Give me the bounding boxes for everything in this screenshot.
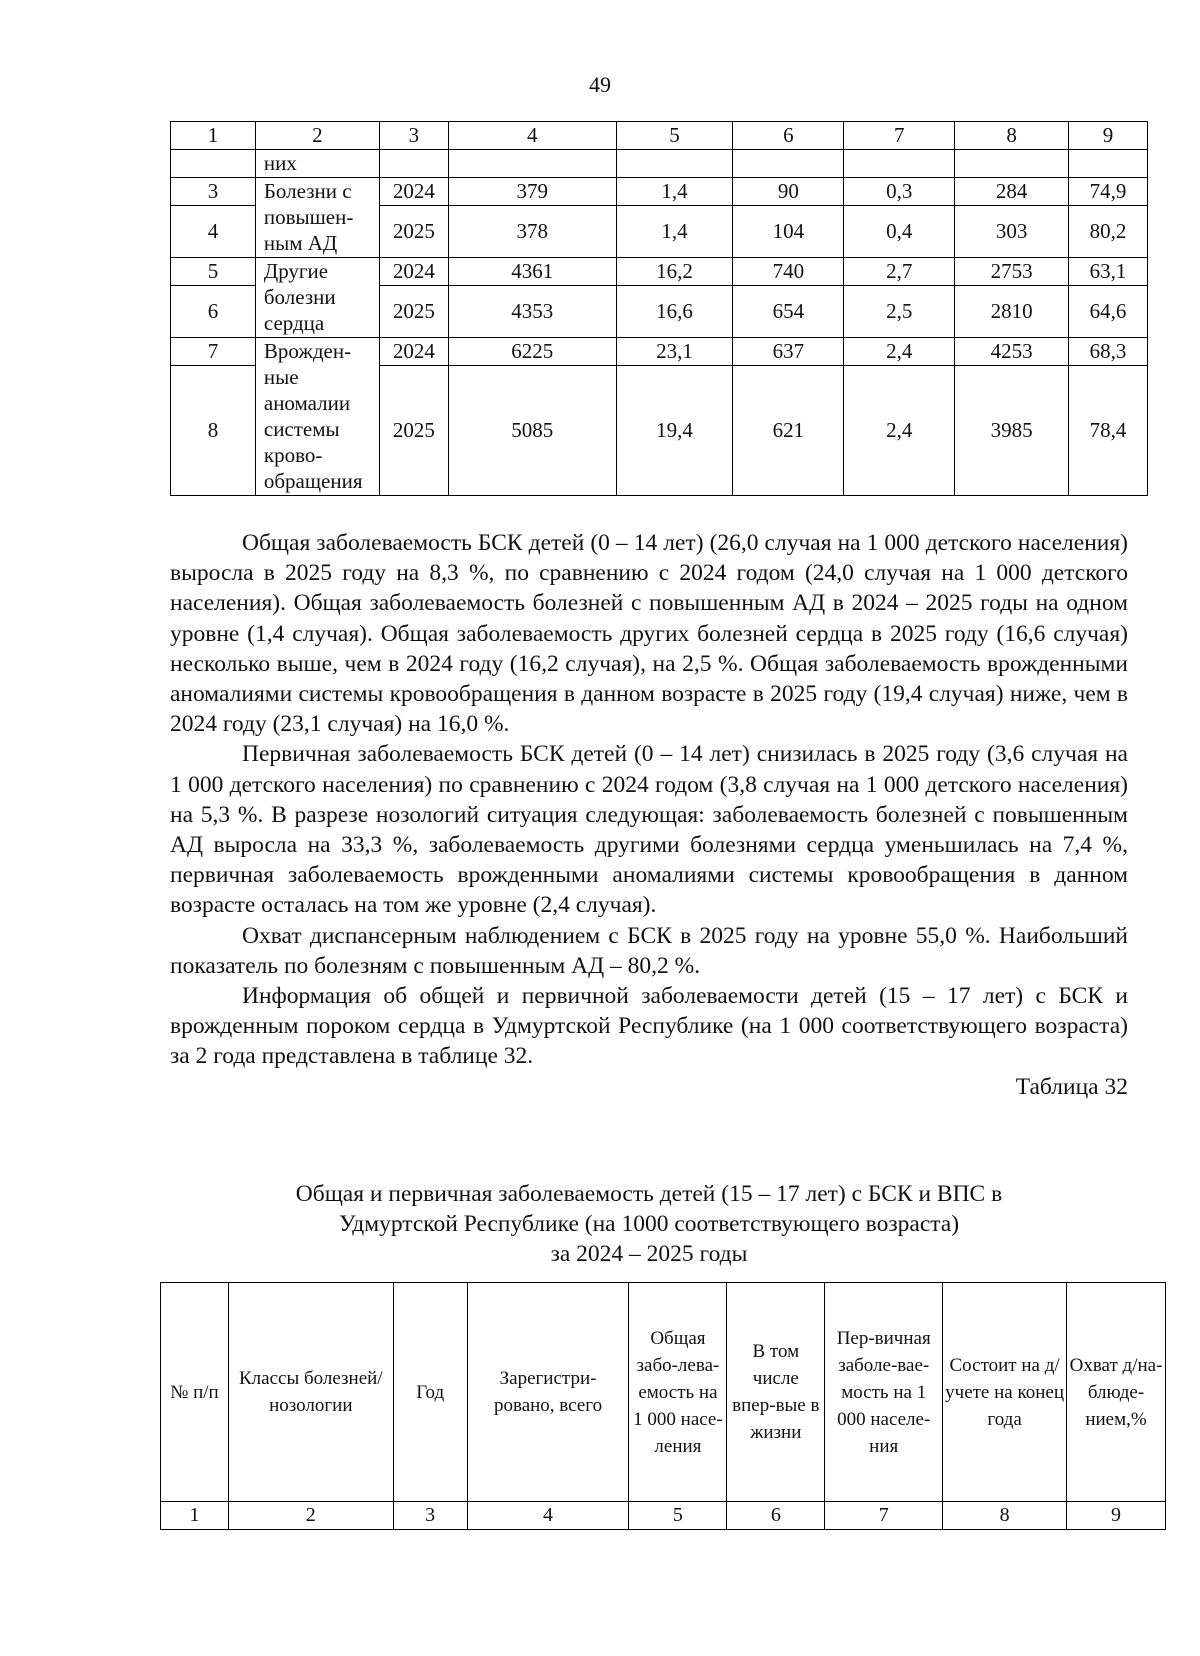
value-cell: 3985 [955, 366, 1069, 496]
value-cell: 16,2 [616, 258, 733, 286]
column-number: 8 [955, 122, 1069, 150]
year-cell: 2024 [379, 338, 448, 366]
table-row [171, 338, 1148, 366]
value-cell: 0,3 [844, 178, 955, 206]
caption-line: Общая и первичная заболеваемость детей (15 – 17 лет) с БСК и ВПС в [295, 1181, 1003, 1207]
row-number: 4 [171, 206, 256, 258]
morbidity-table-continued [170, 121, 1148, 496]
nosology-cell: них [255, 150, 379, 178]
value-cell: 284 [955, 178, 1069, 206]
table-row [171, 178, 1148, 206]
column-number: 9 [1067, 1502, 1166, 1530]
row-number: 3 [171, 178, 256, 206]
table-caption [170, 1179, 1128, 1269]
value-cell: 637 [733, 338, 844, 366]
column-number: 4 [448, 122, 616, 150]
value-cell: 621 [733, 366, 844, 496]
value-cell: 654 [733, 286, 844, 338]
header-row [161, 1283, 1166, 1502]
row-number: 6 [171, 286, 256, 338]
value-cell: 303 [955, 206, 1069, 258]
value-cell: 78,4 [1069, 366, 1148, 496]
table-row [171, 150, 1148, 178]
value-cell: 1,4 [616, 206, 733, 258]
value-cell: 74,9 [1069, 178, 1148, 206]
nosology-cell: Другие болезни сердца [255, 258, 379, 338]
value-cell: 2753 [955, 258, 1069, 286]
value-cell: 0,4 [844, 206, 955, 258]
column-number: 2 [255, 122, 379, 150]
value-cell: 2,7 [844, 258, 955, 286]
value-cell: 378 [448, 206, 616, 258]
table-number-label: Таблица 32 [1015, 1073, 1128, 1100]
year-cell: 2024 [379, 178, 448, 206]
column-header: Охват д/на-блюде-нием,% [1067, 1283, 1166, 1502]
paragraph: Информация об общей и первичной заболеваемости детей (15 – 17 лет) с БСК и врожденным пороком сердца в Удмуртской Республике (на 1 000 соответствующего возраста) за 2 года представлена в таблице 32. [170, 983, 1128, 1070]
paragraph: Общая заболеваемость БСК детей (0 – 14 лет) (26,0 случая на 1 000 детского населения) выросла в 2025 году на 8,3 %, по сравнению с 2024 годом (24,0 случая на 1 000 детского населения). Общая заболеваемость болезней с повышенным АД в 2024 – 2025 годы на одном уровне (1,4 случая). Общая заболеваемость других болезней сердца в 2025 году (16,6 случая) несколько выше, чем в 2024 году (16,2 случая), на 2,5 %. Общая заболеваемость врожденными аномалиями системы кровообращения в данном возрасте в 2025 году (19,4 случая) ниже, чем в 2024 году (23,1 случая) на 16,0 %. [170, 530, 1128, 738]
value-cell: 68,3 [1069, 338, 1148, 366]
column-number: 9 [1069, 122, 1148, 150]
value-cell: 80,2 [1069, 206, 1148, 258]
column-header: Пер-вичная заболе-вае-мость на 1 000 населе-ния [825, 1283, 943, 1502]
column-number: 5 [616, 122, 733, 150]
value-cell: 2,4 [844, 338, 955, 366]
nosology-cell: Врожден-ные аномалии системы крово-обращения [255, 338, 379, 496]
value-cell: 2810 [955, 286, 1069, 338]
value-cell: 4353 [448, 286, 616, 338]
column-number: 7 [825, 1502, 943, 1530]
year-cell: 2025 [379, 366, 448, 496]
value-cell: 2,5 [844, 286, 955, 338]
nosology-cell: Болезни с повышен-ным АД [255, 178, 379, 258]
paragraph: Первичная заболеваемость БСК детей (0 – 14 лет) снизилась в 2025 году (3,6 случая на 1 000 детского населения) по сравнению с 2024 годом (3,8 случая на 1 000 детского населения) на 5,3 %. В разрезе нозологий ситуация следующая: заболеваемость болезней с повышенным АД выросла на 33,3 %, заболеваемость другими болезнями сердца уменьшилась на 7,4 %, первичная заболеваемость врожденными аномалиями системы кровообращения в данном возрасте осталась на том же уровне (2,4 случая). [170, 741, 1128, 919]
value-cell: 1,4 [616, 178, 733, 206]
column-header: Классы болезней/ нозологии [228, 1283, 393, 1502]
column-header: № п/п [161, 1283, 229, 1502]
row-number: 7 [171, 338, 256, 366]
column-number: 8 [943, 1502, 1067, 1530]
year-cell: 2024 [379, 258, 448, 286]
value-cell: 104 [733, 206, 844, 258]
table-row [171, 258, 1148, 286]
caption-line: за 2024 – 2025 годы [550, 1241, 748, 1267]
column-number: 3 [379, 122, 448, 150]
year-cell: 2025 [379, 286, 448, 338]
column-number: 2 [228, 1502, 393, 1530]
column-header: Общая забо-лева-емость на 1 000 насе-ления [629, 1283, 727, 1502]
value-cell: 90 [733, 178, 844, 206]
value-cell: 379 [448, 178, 616, 206]
column-number-row [161, 1502, 1166, 1530]
value-cell: 740 [733, 258, 844, 286]
value-cell: 63,1 [1069, 258, 1148, 286]
table-32-header [160, 1282, 1166, 1530]
caption-line: Удмуртской Республике (на 1000 соответствующего возраста) [338, 1211, 960, 1237]
year-cell: 2025 [379, 206, 448, 258]
column-header: Состоит на д/учете на конец года [943, 1283, 1067, 1502]
column-number: 3 [393, 1502, 467, 1530]
column-number: 4 [467, 1502, 629, 1530]
paragraph: Охват диспансерным наблюдением с БСК в 2025 году на уровне 55,0 %. Наибольший показатель по болезням с повышенным АД – 80,2 %. [170, 922, 1128, 979]
body-text [170, 528, 1128, 1102]
page-number: 49 [589, 72, 611, 97]
column-number: 6 [733, 122, 844, 150]
value-cell: 23,1 [616, 338, 733, 366]
column-number: 6 [727, 1502, 825, 1530]
value-cell: 6225 [448, 338, 616, 366]
value-cell: 4361 [448, 258, 616, 286]
column-number: 5 [629, 1502, 727, 1530]
value-cell: 4253 [955, 338, 1069, 366]
value-cell: 5085 [448, 366, 616, 496]
column-number: 7 [844, 122, 955, 150]
value-cell: 64,6 [1069, 286, 1148, 338]
column-header: Зарегистри-ровано, всего [467, 1283, 629, 1502]
value-cell: 2,4 [844, 366, 955, 496]
column-header: В том числе впер-вые в жизни [727, 1283, 825, 1502]
column-number: 1 [161, 1502, 229, 1530]
column-number-row [171, 122, 1148, 150]
column-number: 1 [171, 122, 256, 150]
row-number: 5 [171, 258, 256, 286]
value-cell: 16,6 [616, 286, 733, 338]
row-number: 8 [171, 366, 256, 496]
column-header: Год [393, 1283, 467, 1502]
value-cell: 19,4 [616, 366, 733, 496]
